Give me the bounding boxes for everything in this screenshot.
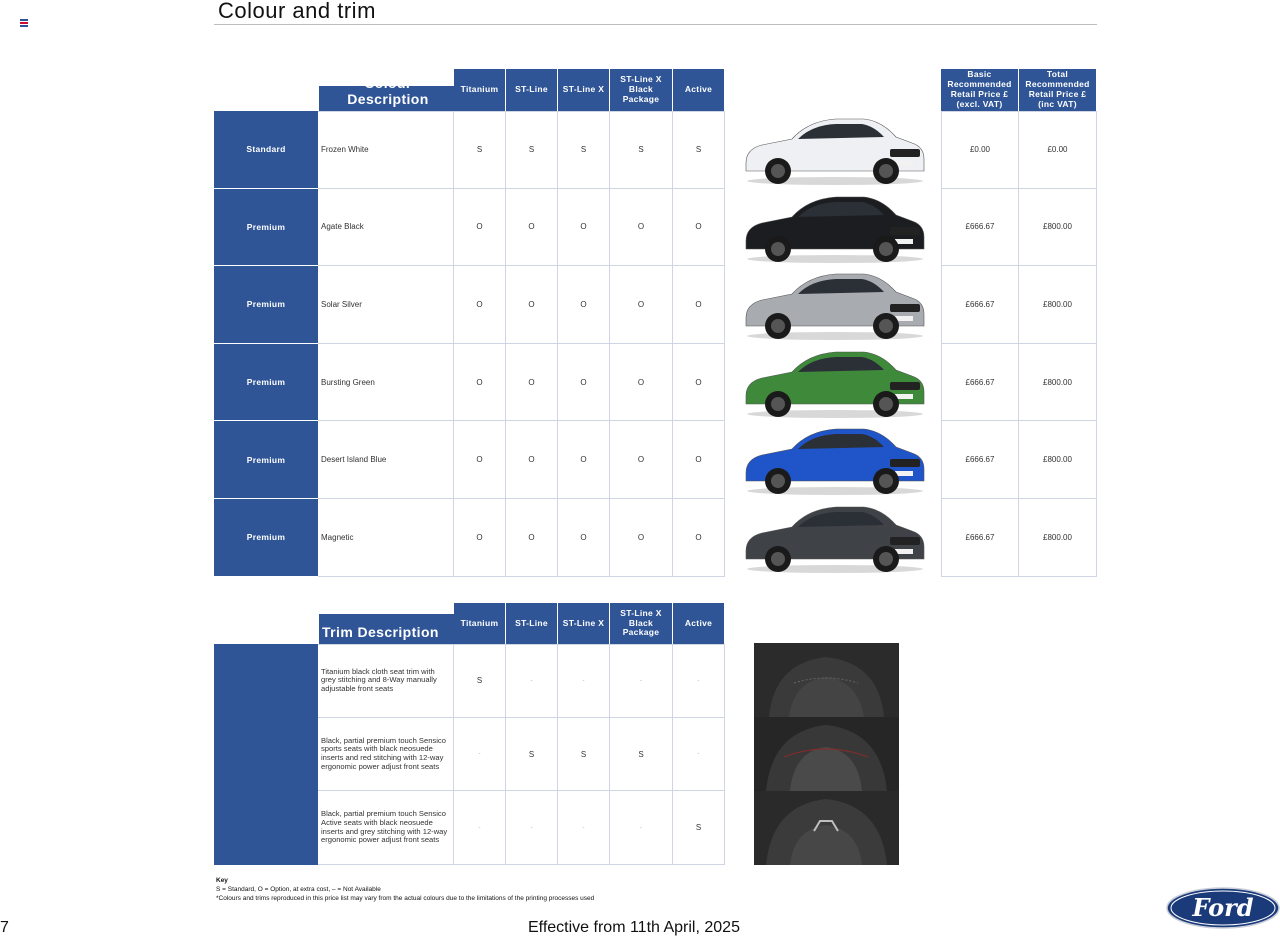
effective-date: Effective from 11th April, 2025 [528, 919, 740, 936]
total-price: £800.00 [1019, 499, 1097, 577]
trim-description: Black, partial premium touch Sensico Active seats with black neosuede inserts and grey stitching with 12-way ergonomic power adjust front seats [318, 791, 454, 865]
availability-cell: O [673, 421, 725, 499]
availability-cell: O [454, 189, 506, 267]
availability-cell: O [506, 344, 558, 422]
ford-logo [1166, 887, 1280, 934]
column-header-st-line-x: ST-Line X [558, 69, 609, 111]
grade-cell: Premium [214, 344, 318, 422]
column-header-active: Active [673, 69, 724, 111]
availability-cell: O [558, 421, 610, 499]
seat-image-st-line [754, 717, 899, 791]
trim-availability-cell: - [454, 791, 506, 865]
basic-price: £666.67 [941, 189, 1019, 267]
key-legend: S = Standard, O = Option, at extra cost, – = Not Available [216, 886, 381, 893]
availability-cell: O [558, 189, 610, 267]
basic-price: £666.67 [941, 499, 1019, 577]
availability-cell: O [506, 189, 558, 267]
key-heading: Key [216, 877, 228, 884]
column-header-titanium: Titanium [454, 69, 505, 111]
colour-name: Bursting Green [318, 344, 454, 422]
seat-image-active [754, 791, 899, 865]
availability-cell: O [610, 499, 673, 577]
basic-price-header: Basic Recommended Retail Price £ (excl. VAT) [941, 69, 1018, 111]
availability-cell: S [558, 111, 610, 189]
availability-cell: O [506, 266, 558, 344]
svg-text:Ford: Ford [1192, 893, 1254, 922]
trim-availability-cell: S [454, 644, 506, 718]
colour-name: Frozen White [318, 111, 454, 189]
total-price: £800.00 [1019, 344, 1097, 422]
colour-description-header: Colour Description [319, 86, 454, 111]
trim-availability-cell: S [610, 718, 673, 792]
trim-availability-cell: - [673, 718, 725, 792]
availability-cell: O [610, 421, 673, 499]
availability-cell: O [558, 499, 610, 577]
trim-availability-cell: - [558, 791, 610, 865]
flag-icon [20, 19, 28, 27]
availability-cell: O [558, 344, 610, 422]
availability-cell: O [454, 421, 506, 499]
column-header-st-line: ST-Line [506, 69, 557, 111]
availability-cell: O [454, 266, 506, 344]
basic-price: £666.67 [941, 344, 1019, 422]
grade-cell: Premium [214, 266, 318, 344]
car-image [740, 268, 930, 347]
grade-cell: Premium [214, 499, 318, 577]
availability-cell: S [454, 111, 506, 189]
trim-column-header-active: Active [673, 603, 724, 644]
total-price: £800.00 [1019, 421, 1097, 499]
availability-cell: O [454, 344, 506, 422]
car-image [740, 501, 930, 580]
basic-price: £0.00 [941, 111, 1019, 189]
title-divider [214, 24, 1097, 25]
trim-availability-cell: - [506, 644, 558, 718]
trim-availability-cell: S [673, 791, 725, 865]
trim-description-header: Trim Description [319, 614, 454, 644]
availability-cell: O [610, 266, 673, 344]
trim-description: Titanium black cloth seat trim with grey stitching and 8-Way manually adjustable front seats [318, 644, 454, 718]
trim-availability-cell: - [454, 718, 506, 792]
trim-column-header-titanium: Titanium [454, 603, 505, 644]
availability-cell: O [454, 499, 506, 577]
trim-column-header-st-line-x-black-package: ST-Line X Black Package [610, 603, 672, 644]
availability-cell: S [673, 111, 725, 189]
basic-price: £666.67 [941, 266, 1019, 344]
trim-grade-block [214, 644, 318, 865]
trim-availability-cell: S [506, 718, 558, 792]
car-image [740, 113, 930, 192]
colour-name: Agate Black [318, 189, 454, 267]
trim-column-header-st-line: ST-Line [506, 603, 557, 644]
car-image [740, 423, 930, 502]
trim-availability-cell: - [673, 644, 725, 718]
trim-availability-cell: - [558, 644, 610, 718]
column-header-st-line-x-black-package: ST-Line X Black Package [610, 69, 672, 111]
trim-availability-cell: - [610, 791, 673, 865]
page-number: 7 [0, 919, 9, 936]
availability-cell: S [506, 111, 558, 189]
colour-name: Desert Island Blue [318, 421, 454, 499]
total-price: £800.00 [1019, 266, 1097, 344]
seat-image-titanium [754, 643, 899, 717]
key-section [216, 876, 594, 903]
total-price-header: Total Recommended Retail Price £ (inc VAT) [1019, 69, 1096, 111]
colour-name: Solar Silver [318, 266, 454, 344]
page-title: Colour and trim [218, 0, 376, 23]
availability-cell: O [673, 344, 725, 422]
availability-cell: O [610, 189, 673, 267]
availability-cell: O [506, 499, 558, 577]
availability-cell: O [673, 266, 725, 344]
availability-cell: S [610, 111, 673, 189]
trim-availability-cell: - [506, 791, 558, 865]
car-image [740, 191, 930, 270]
trim-availability-cell: S [558, 718, 610, 792]
grade-cell: Standard [214, 111, 318, 189]
availability-cell: O [558, 266, 610, 344]
car-image [740, 346, 930, 425]
total-price: £0.00 [1019, 111, 1097, 189]
key-disclaimer: *Colours and trims reproduced in this price list may vary from the actual colours due to the limitations of the printing processes used [216, 895, 595, 902]
colour-name: Magnetic [318, 499, 454, 577]
trim-description: Black, partial premium touch Sensico sports seats with black neosuede inserts and red stitching with 12-way ergonomic power adjust front seats [318, 718, 454, 792]
availability-cell: O [610, 344, 673, 422]
grade-cell: Premium [214, 189, 318, 267]
grade-cell: Premium [214, 421, 318, 499]
trim-availability-cell: - [610, 644, 673, 718]
availability-cell: O [673, 189, 725, 267]
availability-cell: O [673, 499, 725, 577]
basic-price: £666.67 [941, 421, 1019, 499]
trim-column-header-st-line-x: ST-Line X [558, 603, 609, 644]
total-price: £800.00 [1019, 189, 1097, 267]
availability-cell: O [506, 421, 558, 499]
